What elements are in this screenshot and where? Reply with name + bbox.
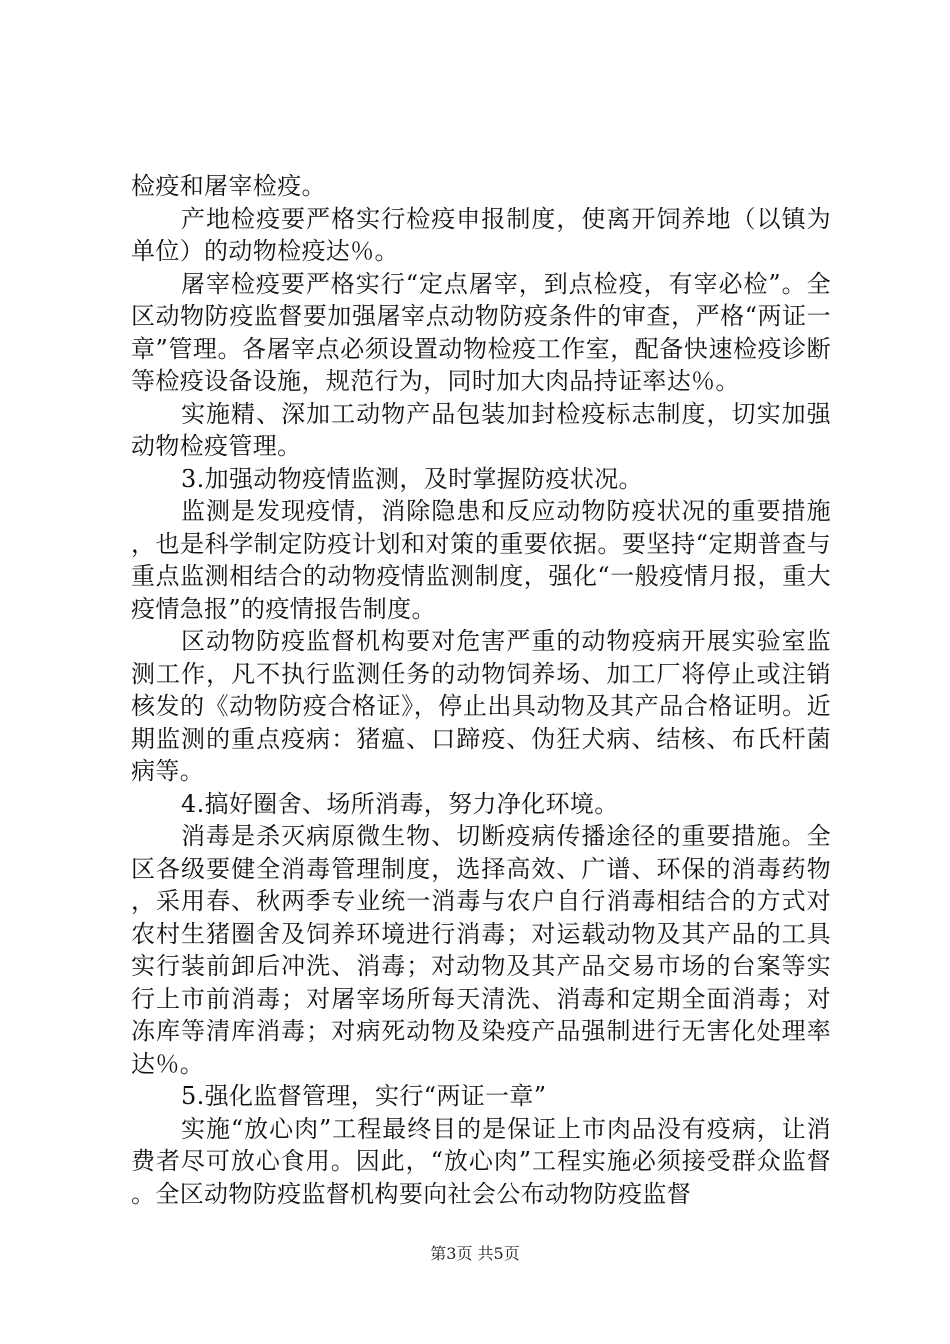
- document-body: [131, 170, 831, 1210]
- page-number-footer: 第3页 共5页: [430, 1244, 520, 1263]
- section-heading-4: 4.搞好圈舍、场所消毒，努力净化环境。: [181, 789, 619, 818]
- paragraph-5: 监测是发现疫情，消除隐患和反应动物防疫状况的重要措施，也是科学制定防疫计划和对策的重要依据。要坚持“定期普查与重点监测相结合的动物疫情监测制度，强化“一般疫情月报，重大疫情急报”的疫情报告制度。: [131, 497, 831, 623]
- paragraph-7: 消毒是杀灭病原微生物、切断疫病传播途径的重要措施。全区各级要健全消毒管理制度，选择高效、广谱、环保的消毒药物，采用春、秋两季专业统一消毒与农户自行消毒相结合的方式对农村生猪圈舍及饲养环境进行消毒；对运载动物及其产品的工具实行装前卸后冲洗、消毒；对动物及其产品交易市场的台案等实行上市前消毒；对屠宰场所每天清洗、消毒和定期全面消毒；对冻库等清库消毒；对病死动物及染疫产品强制进行无害化处理率达％。: [131, 822, 831, 1078]
- section-heading-3: 3.加强动物疫情监测，及时掌握防疫状况。: [181, 464, 643, 493]
- paragraph-8: 实施“放心肉”工程最终目的是保证上市肉品没有疫病，让消费者尽可放心食用。因此，“放心肉”工程实施必须接受群众监督。全区动物防疫监督机构要向社会公布动物防疫监督: [131, 1114, 831, 1208]
- paragraph-6: 区动物防疫监督机构要对危害严重的动物疫病开展实验室监测工作，凡不执行监测任务的动物饲养场、加工厂将停止或注销核发的《动物防疫合格证》，停止出具动物及其产品合格证明。近期监测的重点疫病：猪瘟、口蹄疫、伪狂犬病、结核、布氏杆菌病等。: [131, 627, 831, 785]
- paragraph-2: 产地检疫要严格实行检疫申报制度，使离开饲养地（以镇为单位）的动物检疫达％。: [131, 204, 831, 265]
- section-heading-5: 5.强化监督管理，实行“两证一章”: [181, 1082, 547, 1110]
- paragraph-3: 屠宰检疫要严格实行“定点屠宰，到点检疫，有宰必检”。全区动物防疫监督要加强屠宰点动物防疫条件的审查，严格“两证一章”管理。各屠宰点必须设置动物检疫工作室，配备快速检疫诊断等检疫设备设施，规范行为，同时加大肉品持证率达％。: [131, 269, 831, 395]
- paragraph-4: 实施精、深加工动物产品包装加封检疫标志制度，切实加强动物检疫管理。: [131, 399, 831, 460]
- paragraph-1: 检疫和屠宰检疫。: [131, 172, 326, 200]
